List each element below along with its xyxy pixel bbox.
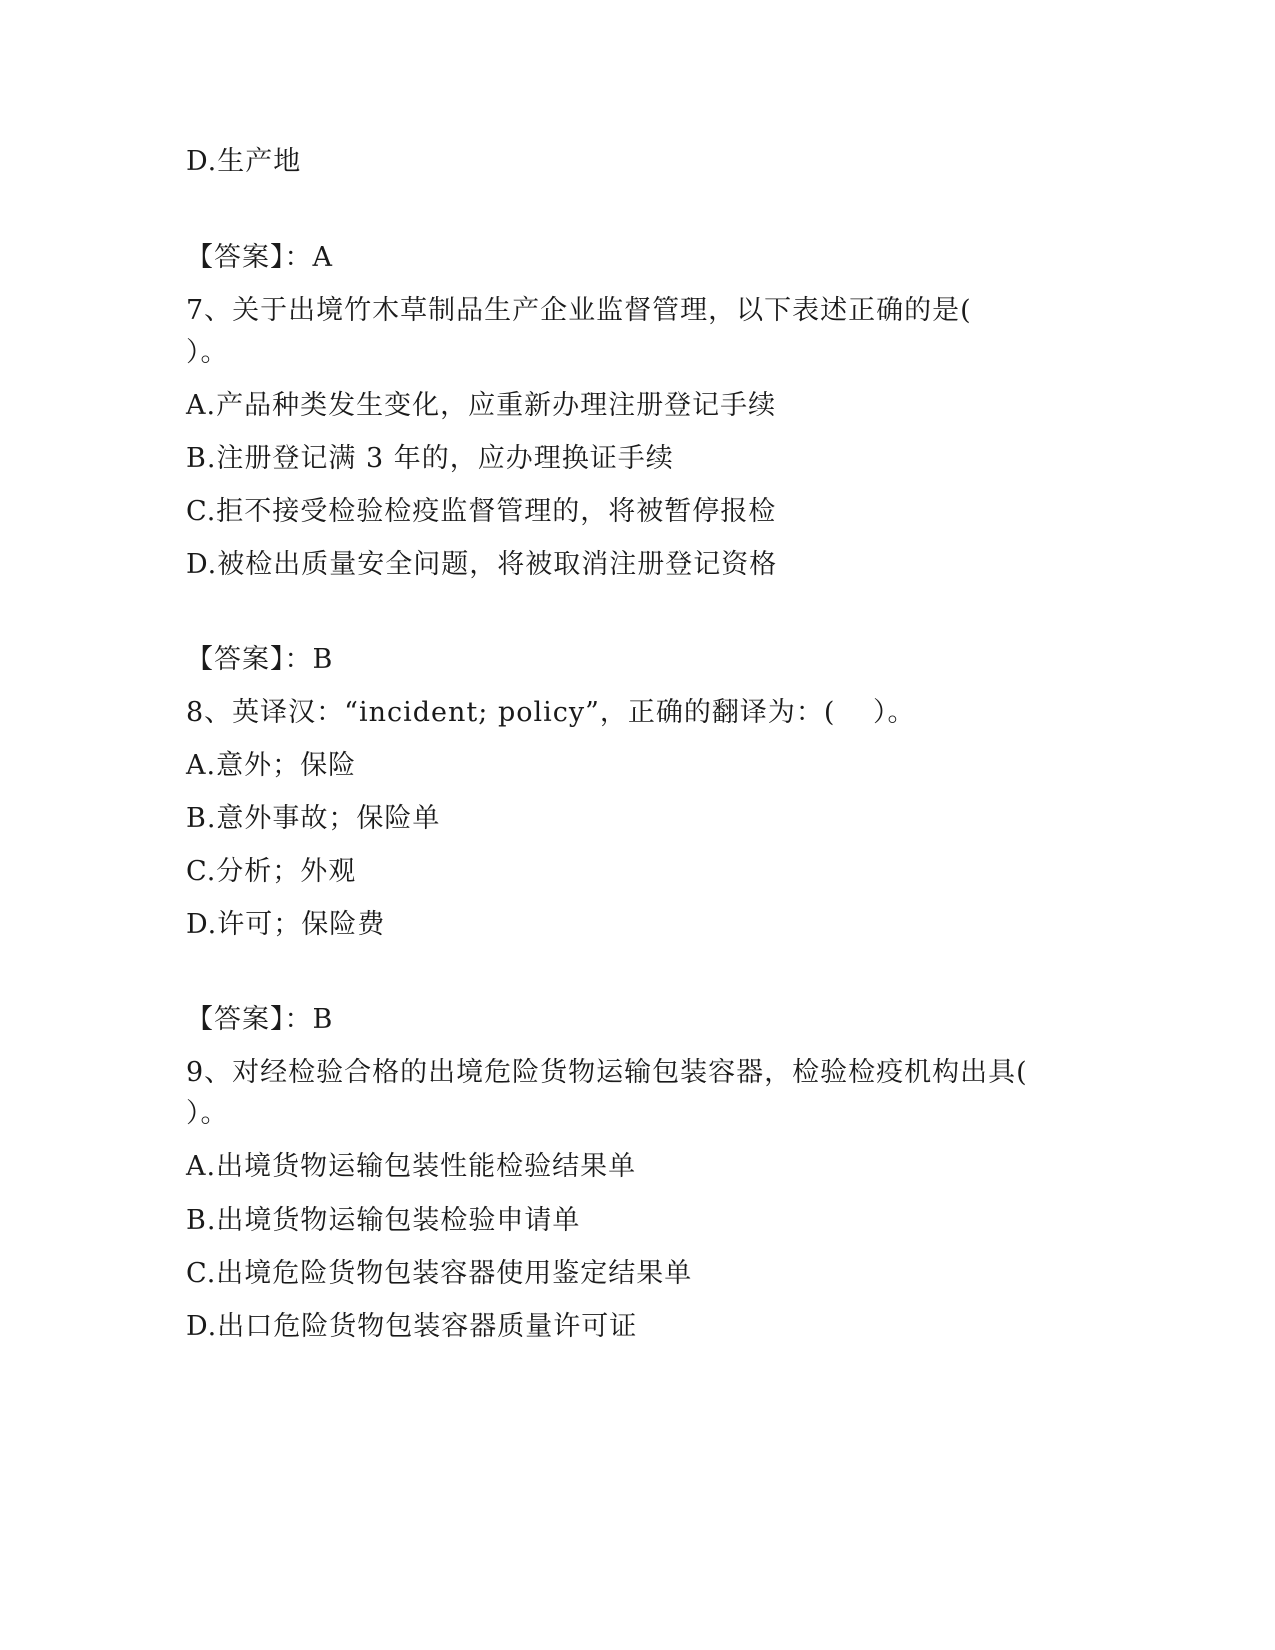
q9-option-b: B.出境货物运输包装检验申请单 [186,1205,581,1236]
q8-option-d: D.许可；保险费 [186,909,386,940]
q7-option-a: A.产品种类发生变化，应重新办理注册登记手续 [186,390,777,421]
q9-option-d: D.出口危险货物包装容器质量许可证 [186,1311,638,1342]
q7-option-d: D.被检出质量安全问题，将被取消注册登记资格 [186,549,778,580]
q8-stem: 8、英译汉：“incident; policy”，正确的翻译为：( ）。 [186,697,916,728]
q8-answer: 【答案】：B [186,1004,334,1035]
q7-answer: 【答案】：B [186,644,334,675]
q9-option-c: C.出境危险货物包装容器使用鉴定结果单 [186,1258,693,1289]
q7-option-c: C.拒不接受检验检疫监督管理的，将被暂停报检 [186,496,777,527]
q8-option-a: A.意外；保险 [186,750,357,781]
q8-option-b: B.意外事故；保险单 [186,803,441,834]
q9-stem-line-1: 9、对经检验合格的出境危险货物运输包装容器，检验检疫机构出具( [186,1057,1028,1088]
q9-option-a: A.出境货物运输包装性能检验结果单 [186,1151,637,1182]
q7-stem-line-1: 7、关于出境竹木草制品生产企业监督管理，以下表述正确的是( [186,295,972,326]
q6-option-d: D.生产地 [186,146,302,177]
q7-option-b: B.注册登记满 3 年的，应办理换证手续 [186,443,674,474]
q9-stem-line-2: ）。 [186,1098,229,1129]
q7-stem-line-2: ）。 [186,337,229,368]
q6-answer: 【答案】：A [186,242,333,273]
q8-option-c: C.分析；外观 [186,856,357,887]
